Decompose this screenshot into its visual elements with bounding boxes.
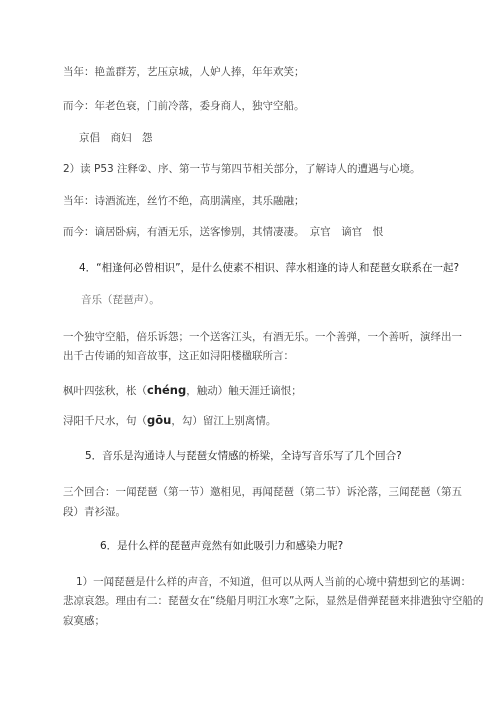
question-5: 5．音乐是沟通诗人与琵琶女情感的桥梁，全诗写音乐写了几个回合? <box>85 450 402 462</box>
text-line-present-decline: 而今：年老色衰，门前冷落，委身商人，独守空船。 <box>63 100 305 112</box>
couplet-1-start: 枫叶四弦秋，枨（ <box>63 385 147 397</box>
couplet-2-start: 浔阳千尺水，句（ <box>63 415 147 427</box>
pinyin-cheng: chéng <box>147 383 187 397</box>
couplet-1-end: ，触动）触天涯迁谪恨； <box>186 385 302 397</box>
text-line-first-hearing-3: 寂寞感； <box>63 615 105 627</box>
text-line-first-hearing-2: 悲凉哀怨。理由有二：琵琶女在“绕船月明江水寒”之际，显然是借弹琵琶来排遣独守空船的 <box>63 595 484 607</box>
text-line-three-rounds-1: 三个回合：一闻琵琶（第一节）邀相见，再闻琵琶（第二节）诉沦落，三闻琵琶（第五 <box>63 486 462 498</box>
text-line-poet-past: 当年：诗酒流连，丝竹不绝，高朋满座，其乐融融； <box>63 195 305 207</box>
text-line-poet-present: 而今：谪居卧病，有酒无乐，送客惨别，其情凄凄。 京官 谪官 恨 <box>63 226 384 238</box>
text-line-summary-keywords: 京倡 商妇 怨 <box>79 132 153 144</box>
couplet-line-2 <box>63 413 276 428</box>
question-6: 6．是什么样的琵琶声竟然有如此吸引力和感染力呢? <box>100 540 344 552</box>
couplet-line-1 <box>63 383 302 398</box>
question-4: 4．“相逢何必曾相识”，是什么使素不相识、萍水相逢的诗人和琵琶女联系在一起? <box>79 262 460 274</box>
text-line-reading-task: 2）读 P53 注释②、序、第一节与第四节相关部分，了解诗人的遭遇与心境。 <box>63 163 421 175</box>
answer-music: 音乐（琵琶声）。 <box>81 294 160 306</box>
text-line-first-hearing-1: 1）一闻琵琶是什么样的声音，不知道，但可以从两人当前的心境中猜想到它的基调： <box>76 576 472 588</box>
text-line-zhiyin-2: 出千古传诵的知音故事，这正如浔阳楼楹联所言： <box>63 350 294 362</box>
text-line-zhiyin-1: 一个独守空船，倍乐诉怨；一个送客江头，有酒无乐。一个善弹，一个善听，演绎出一 <box>63 331 462 343</box>
text-line-past-fame: 当年：艳盖群芳，艺压京城，人妒人捧，年年欢笑； <box>63 66 305 78</box>
text-line-three-rounds-2: 段）青衫湿。 <box>63 506 126 518</box>
pinyin-gou: gōu <box>147 413 172 427</box>
couplet-2-end: ，勾）留江上别离情。 <box>171 415 277 427</box>
